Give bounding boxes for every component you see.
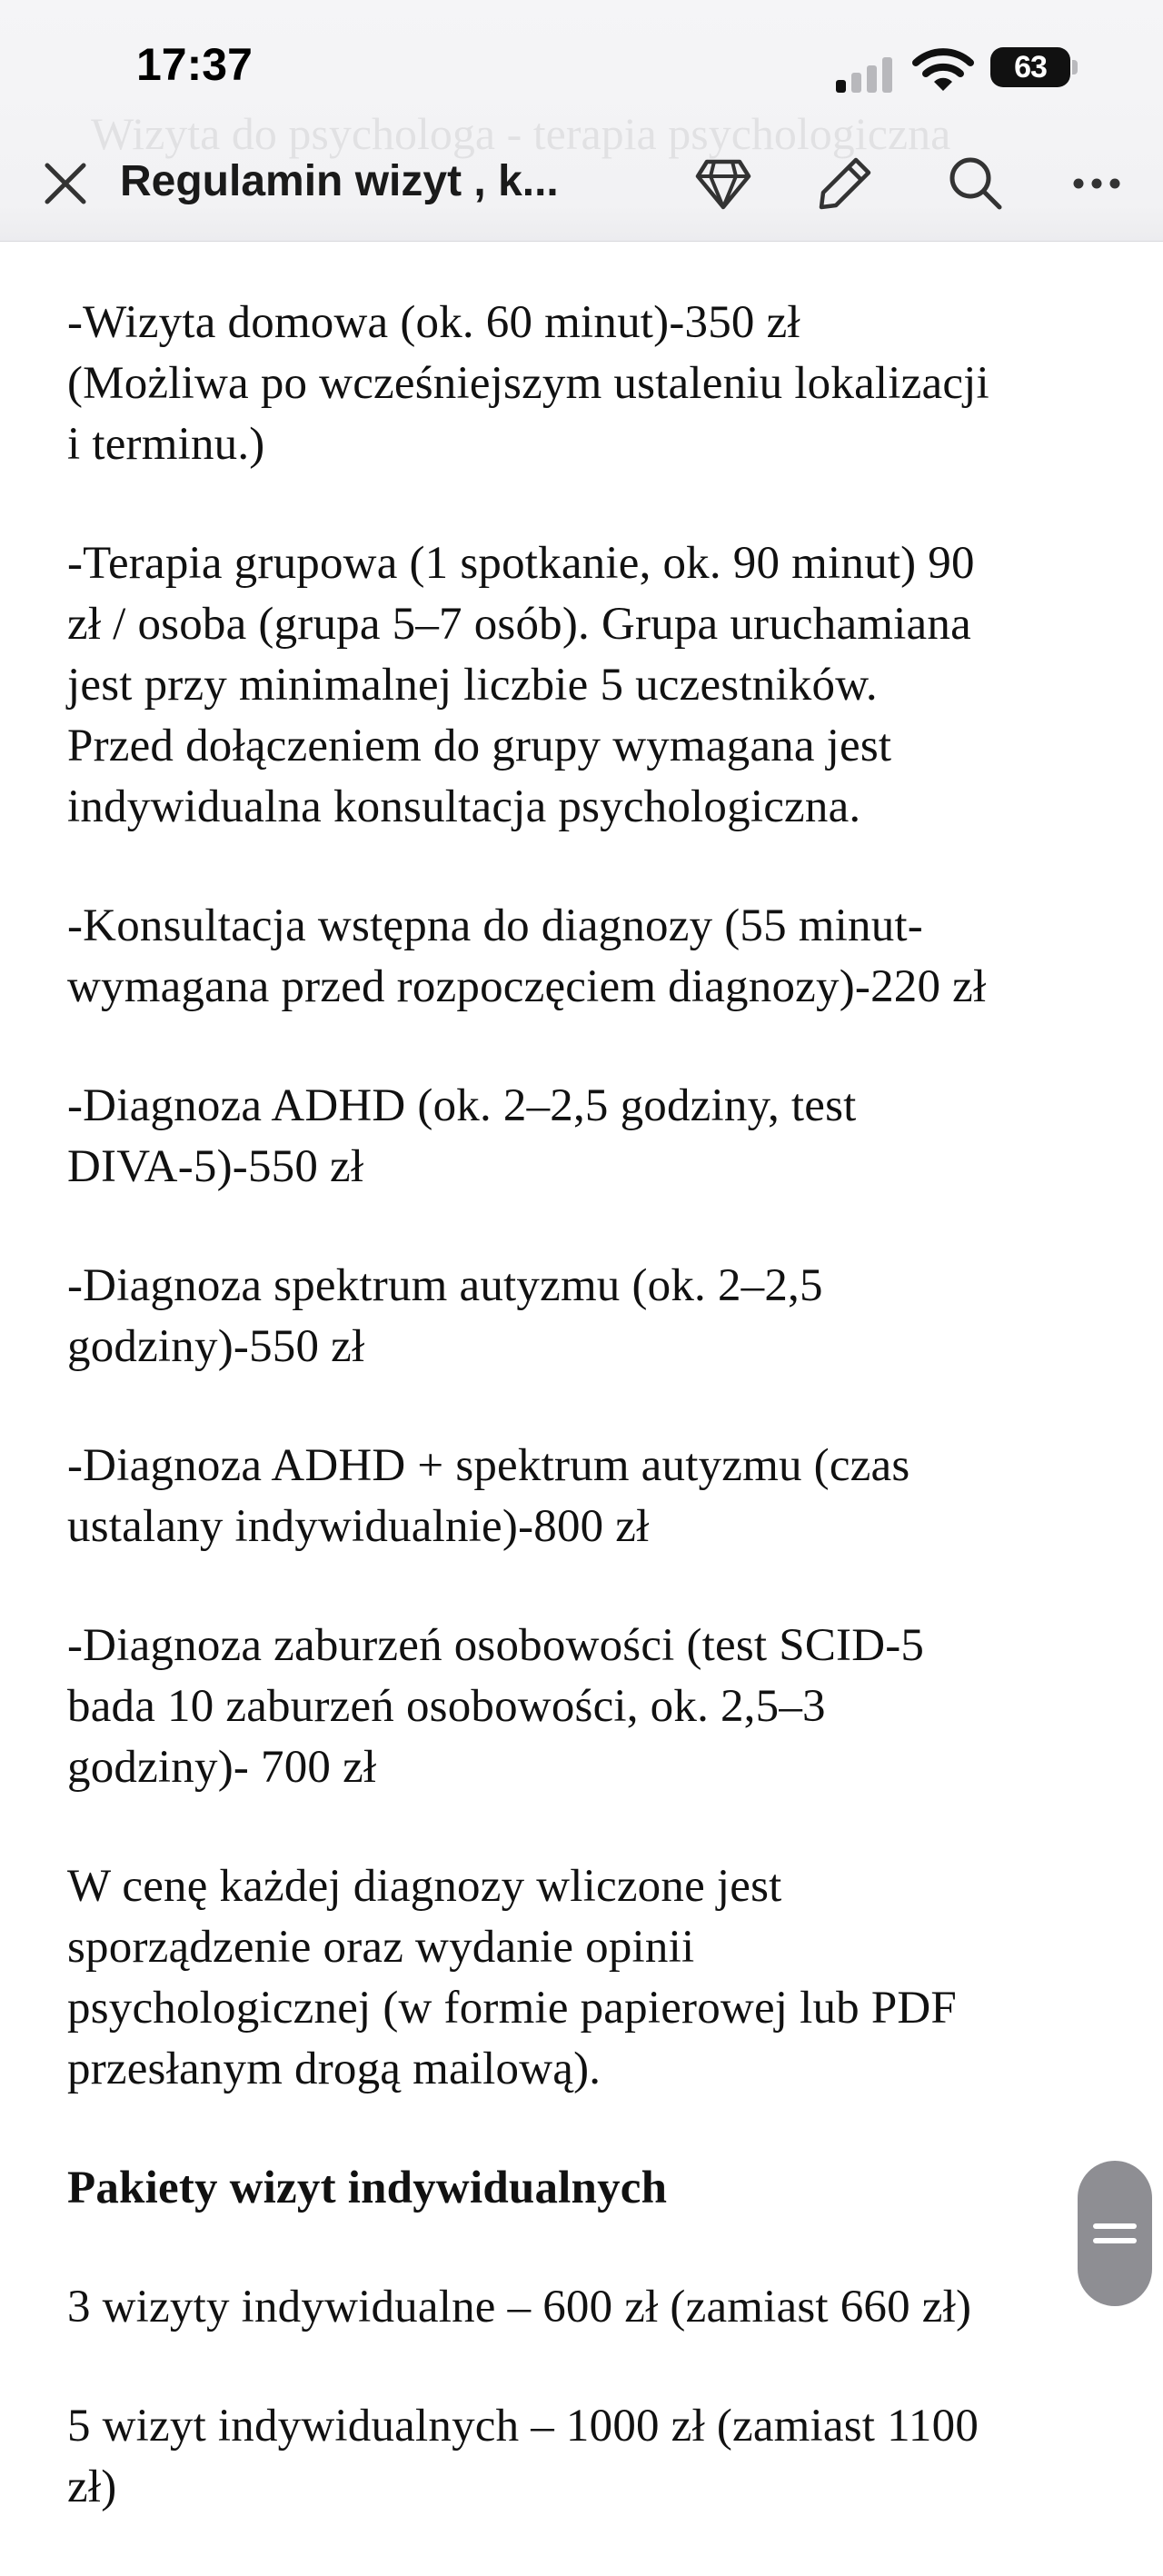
text-line: (Możliwa po wcześniejszym ustaleniu lokalizacji [67,358,989,409]
section-heading: Pakiety wizyt indywidualnych [67,2163,668,2213]
cellular-signal-icon [834,56,898,93]
price-list-item [67,533,1103,838]
text-line: W cenę każdej diagnozy wliczone jest [67,1861,782,1912]
text-line: -Konsultacja wstępna do diagnozy (55 minut- [67,900,923,951]
text-line: -Diagnoza spektrum autyzmu (ok. 2–2,5 [67,1260,823,1311]
text-line: -Diagnoza ADHD + spektrum autyzmu (czas [67,1440,910,1491]
diamond-icon[interactable] [694,156,752,211]
document-body [67,293,1103,2576]
text-line: i terminu.) [67,419,265,470]
battery-tip [1072,60,1078,75]
text-line: godziny)- 700 zł [67,1742,377,1793]
pencil-icon[interactable] [816,153,876,213]
more-icon[interactable] [1072,174,1121,193]
text-line: przesłanym drogą mailową). [67,2044,601,2094]
text-line: zł) [67,2462,117,2512]
package-item [67,2396,1103,2518]
price-list-item [67,1616,1103,1798]
price-list-item [67,1076,1103,1198]
price-list-item [67,293,1103,475]
text-line: Przed dołączeniem do grupy wymagana jest [67,721,892,771]
text-line: -Terapia grupowa (1 spotkanie, ok. 90 minut) 90 [67,538,975,589]
text-line: wymagana przed rozpoczęciem diagnozy)-220 zł [67,961,987,1012]
wifi-icon [912,47,974,93]
scroll-handle-line [1093,2238,1137,2243]
text-line: godziny)-550 zł [67,1321,365,1372]
toolbar-underlay-text: Wizyta do psychologa - terapia psychologiczna [91,108,951,159]
status-time: 17:37 [136,39,253,90]
document-title: Regulamin wizyt , k... [120,157,559,205]
close-icon[interactable] [40,158,91,209]
text-line: psychologicznej (w formie papierowej lub PDF [67,1983,957,2034]
scroll-handle-line [1093,2223,1137,2229]
battery-indicator: 63 [990,47,1070,87]
text-line: DIVA-5)-550 zł [67,1141,364,1192]
text-line: -Diagnoza ADHD (ok. 2–2,5 godziny, test [67,1080,857,1131]
scroll-handle-icon[interactable] [1078,2161,1152,2306]
text-line: sporządzenie oraz wydanie opinii [67,1922,695,1973]
text-line: -Wizyta domowa (ok. 60 minut)-350 zł [67,297,800,348]
price-list-item [67,1856,1103,2100]
package-item [67,2277,1103,2338]
text-line: jest przy minimalnej liczbie 5 uczestników. [67,660,878,711]
price-list-item [67,1436,1103,1557]
text-line: -Diagnoza zaburzeń osobowości (test SCID-5 [67,1620,925,1671]
text-line: zł / osoba (grupa 5–7 osób). Grupa uruchamiana [67,599,971,650]
text-line: ustalany indywidualnie)-800 zł [67,1501,650,1552]
search-icon[interactable] [945,153,1005,213]
price-list-item [67,1256,1103,1378]
text-line: 5 wizyt indywidualnych – 1000 zł (zamiast 1100 [67,2401,979,2452]
text-line: bada 10 zaburzeń osobowości, ok. 2,5–3 [67,1681,826,1732]
price-list-item [67,896,1103,1018]
top-toolbar [0,0,1163,242]
text-line: indywidualna konsultacja psychologiczna. [67,781,861,832]
text-line: 3 wizyty indywidualne – 600 zł (zamiast 660 zł) [67,2282,972,2332]
